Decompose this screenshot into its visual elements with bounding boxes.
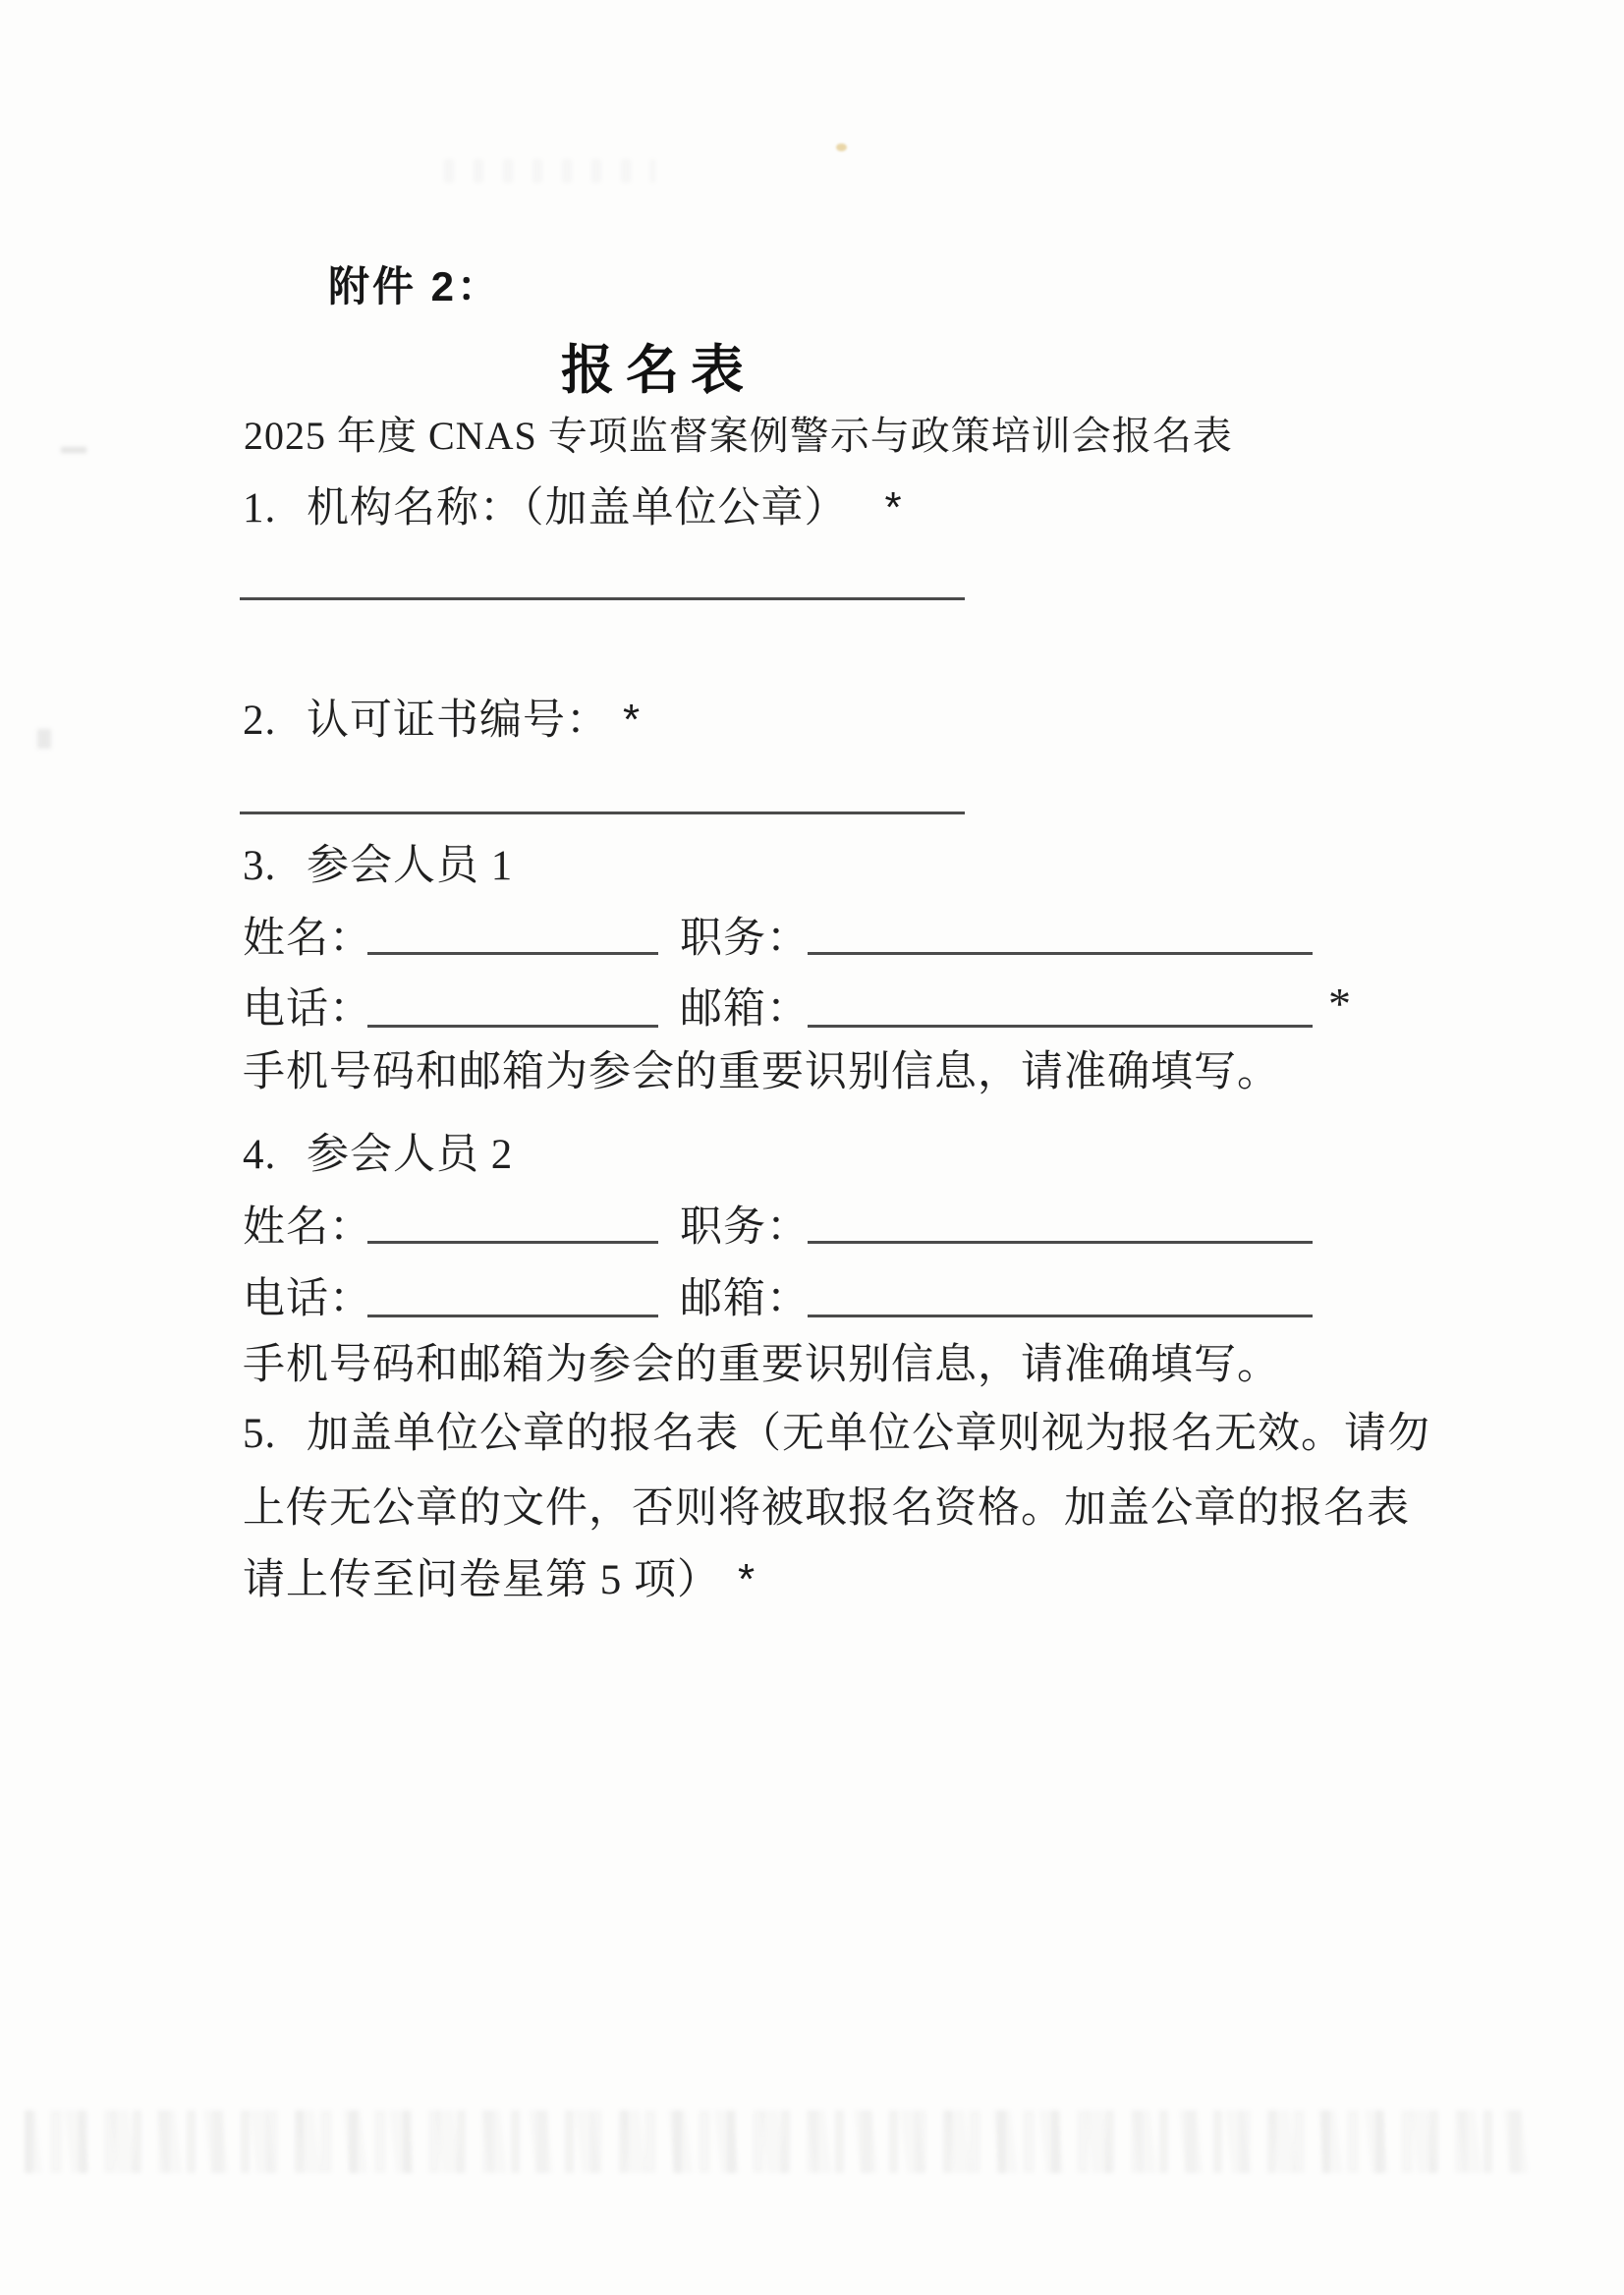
scan-bleedthrough-artifact bbox=[25, 2110, 1528, 2173]
item5-line1-text: 加盖单位公章的报名表（无单位公章则视为报名无效。请勿 bbox=[307, 1411, 1430, 1457]
scan-speck-artifact bbox=[37, 729, 51, 749]
participant2-heading bbox=[243, 1132, 513, 1179]
item1-label: 机构名称：（加盖单位公章） bbox=[307, 485, 848, 532]
item5-number: 5. bbox=[243, 1411, 277, 1457]
item1-required-asterisk: * bbox=[884, 483, 903, 532]
participant2-email-label: 邮箱： bbox=[680, 1276, 810, 1322]
participant2-name-blank-line bbox=[367, 1241, 658, 1244]
item1-institution-name bbox=[243, 483, 903, 532]
participant1-phone-label: 电话： bbox=[243, 986, 372, 1033]
item5-line2: 上传无公章的文件，否则将被取报名资格。加盖公章的报名表 bbox=[243, 1485, 1410, 1532]
participant2-note: 手机号码和邮箱为参会的重要识别信息，请准确填写。 bbox=[243, 1342, 1280, 1388]
item5-required-asterisk: * bbox=[738, 1555, 756, 1603]
participant1-name-label: 姓名： bbox=[243, 916, 372, 962]
item2-certificate-number bbox=[243, 696, 641, 745]
participant1-phone-blank-line bbox=[367, 1025, 658, 1028]
participant2-number: 4. bbox=[243, 1132, 277, 1178]
participant1-number: 3. bbox=[243, 843, 277, 889]
item2-number: 2. bbox=[243, 698, 277, 744]
participant1-title-blank-line bbox=[808, 952, 1313, 955]
certificate-number-blank-line bbox=[240, 812, 965, 814]
participant1-heading bbox=[243, 843, 513, 890]
participant2-phone-label: 电话： bbox=[243, 1276, 372, 1322]
participant2-name-label: 姓名： bbox=[243, 1204, 372, 1251]
scan-smudge-artifact bbox=[444, 159, 655, 183]
item5-line1 bbox=[243, 1411, 1430, 1458]
institution-name-blank-line bbox=[240, 597, 965, 600]
participant2-email-blank-line bbox=[808, 1315, 1313, 1317]
participant2-heading-label: 参会人员 2 bbox=[307, 1132, 514, 1178]
participant1-heading-label: 参会人员 1 bbox=[307, 843, 514, 889]
participant1-title-label: 职务： bbox=[680, 916, 810, 962]
participant1-note: 手机号码和邮箱为参会的重要识别信息，请准确填写。 bbox=[243, 1049, 1280, 1095]
attachment-label: 附件 2： bbox=[328, 263, 502, 309]
participant2-title-blank-line bbox=[808, 1241, 1313, 1244]
participant2-phone-blank-line bbox=[367, 1315, 658, 1317]
scan-speck-artifact bbox=[836, 143, 847, 151]
form-subtitle: 2025 年度 CNAS 专项监督案例警示与政策培训会报名表 bbox=[244, 414, 1233, 458]
participant1-required-asterisk: * bbox=[1328, 979, 1352, 1029]
item5-line3-text: 请上传至问卷星第 5 项） bbox=[243, 1557, 720, 1603]
participant1-email-blank-line bbox=[808, 1025, 1313, 1028]
item2-label: 认可证书编号： bbox=[307, 698, 609, 744]
item2-required-asterisk: * bbox=[623, 696, 642, 744]
participant1-name-blank-line bbox=[367, 952, 658, 955]
participant2-title-label: 职务： bbox=[680, 1204, 810, 1251]
item1-number: 1. bbox=[243, 485, 277, 532]
participant1-email-label: 邮箱： bbox=[680, 986, 810, 1033]
scan-speck-artifact bbox=[61, 447, 86, 453]
item5-line3 bbox=[243, 1555, 756, 1604]
page-title: 报名表 bbox=[561, 341, 756, 400]
